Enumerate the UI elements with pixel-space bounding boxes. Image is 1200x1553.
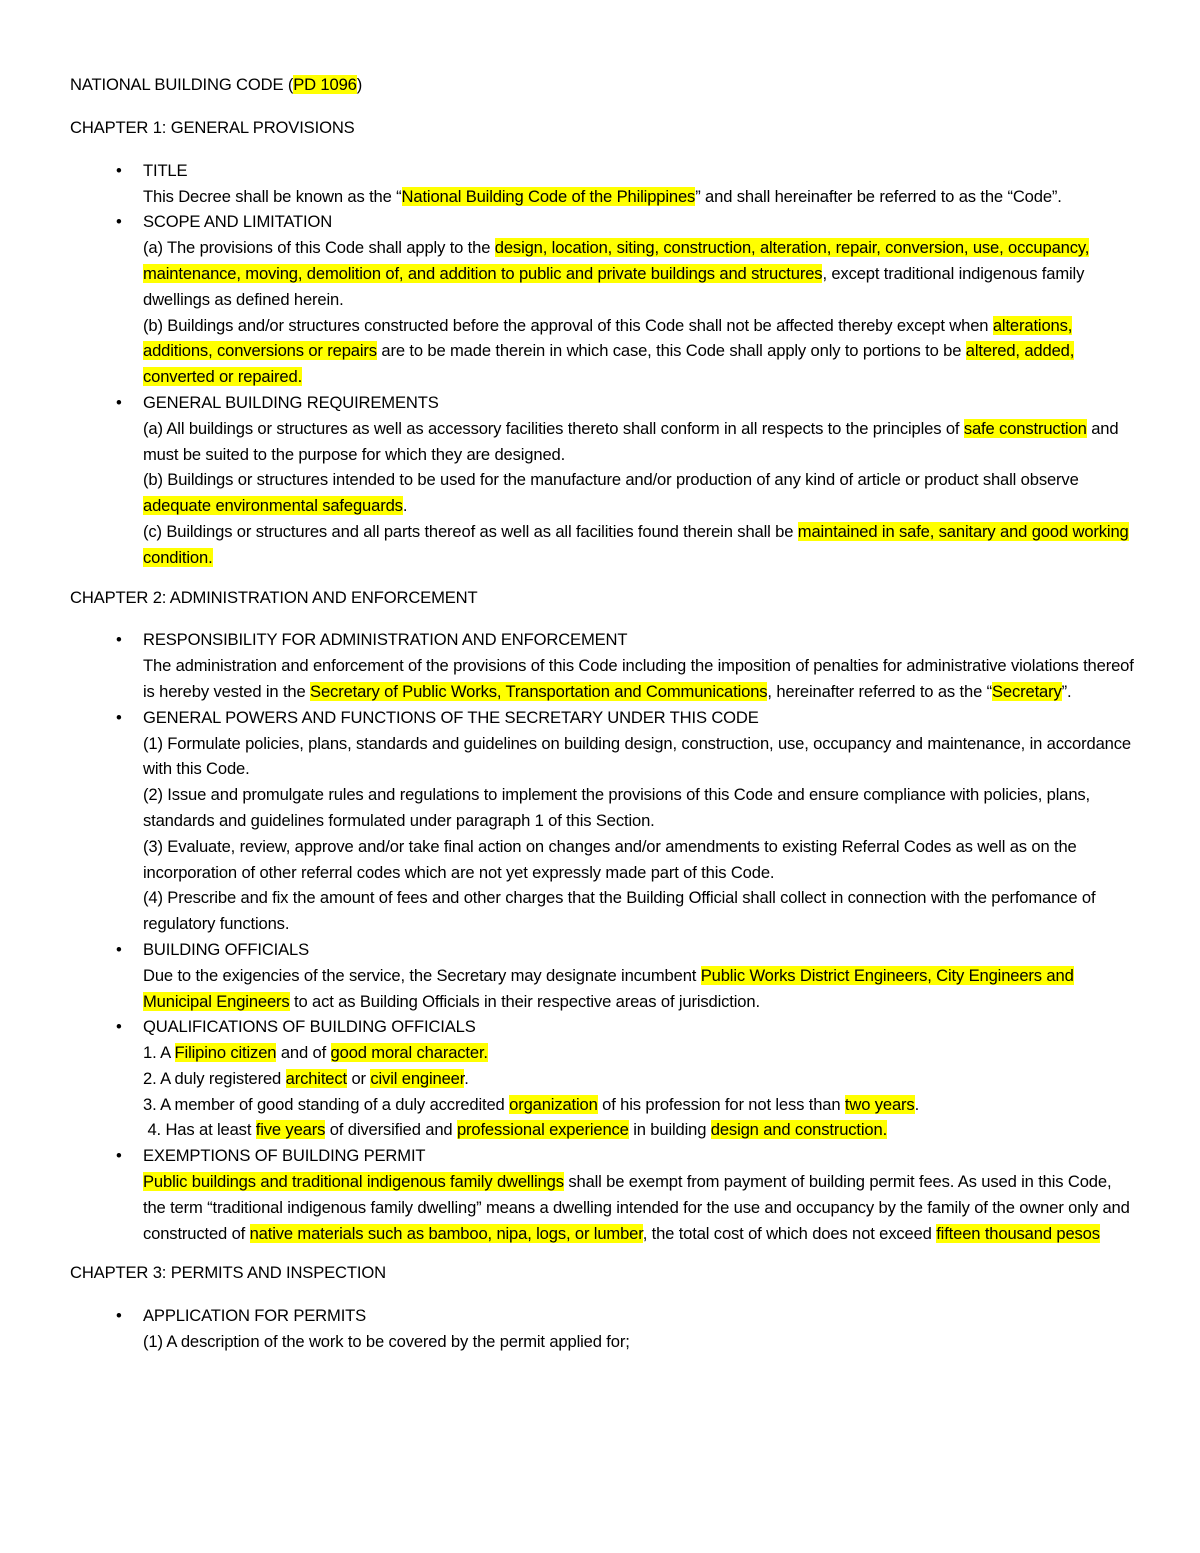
section-building-officials bbox=[116, 937, 1134, 1014]
bullet-icon: • bbox=[116, 392, 122, 412]
bullet-icon: • bbox=[116, 1146, 122, 1166]
highlight: safe construction bbox=[963, 418, 1087, 438]
section-title bbox=[116, 158, 1134, 210]
highlight: architect bbox=[285, 1068, 347, 1088]
section-paragraph: 3. A member of good standing of a duly accredited organization of his profession for not less than two years. bbox=[143, 1094, 920, 1114]
section-scope bbox=[116, 209, 1134, 390]
chapter-heading: CHAPTER 3: PERMITS AND INSPECTION bbox=[70, 1263, 386, 1283]
section-paragraph: (2) Issue and promulgate rules and regulations to implement the provisions of this Code and ensure compliance with policies, plans, standards and guidelines formulated under paragraph 1 of this Section. bbox=[143, 785, 1091, 830]
highlight: good moral character. bbox=[330, 1043, 488, 1063]
section-heading: SCOPE AND LIMITATION bbox=[143, 212, 333, 232]
highlight: Secretary bbox=[992, 681, 1062, 701]
section-paragraph: 2. A duly registered architect or civil engineer. bbox=[143, 1068, 469, 1088]
highlight: National Building Code of the Philippines bbox=[401, 186, 696, 206]
section-responsibility bbox=[116, 627, 1134, 704]
section-heading: TITLE bbox=[143, 160, 188, 180]
chapter-1-sections bbox=[70, 158, 1134, 571]
highlight: organization bbox=[509, 1094, 598, 1114]
document-title bbox=[70, 72, 1134, 98]
highlight: adequate environmental safeguards bbox=[143, 496, 403, 516]
section-paragraph: The administration and enforcement of the provisions of this Code including the imposition of penalties for administrative violations thereof is hereby vested in the Secretary of Public Works, Transportation and Communications, hereinafter referred to as the “Secretary”. bbox=[143, 656, 1134, 701]
highlight: two years bbox=[844, 1094, 915, 1114]
section-paragraph: (1) A description of the work to be covered by the permit applied for; bbox=[143, 1332, 630, 1352]
section-paragraph: (b) Buildings or structures intended to be used for the manufacture and/or production of any kind of article or product shall observe adequate environmental safeguards. bbox=[143, 470, 1079, 516]
bullet-icon: • bbox=[116, 1017, 122, 1037]
title-text-end: ) bbox=[356, 75, 363, 94]
highlight: Secretary of Public Works, Transportation and Communications bbox=[310, 681, 768, 701]
highlight: design, location, siting, construction, alteration, repair, conversion, use, occupancy, maintenance, moving, demolition of, and addition to public and private buildings and structures bbox=[143, 238, 1090, 283]
chapter-3-sections bbox=[70, 1303, 1134, 1355]
section-paragraph: 1. A Filipino citizen and of good moral character. bbox=[143, 1043, 488, 1063]
section-heading: QUALIFICATIONS OF BUILDING OFFICIALS bbox=[143, 1017, 476, 1037]
chapter-heading: CHAPTER 2: ADMINISTRATION AND ENFORCEMENT bbox=[70, 587, 478, 607]
highlight: civil engineer bbox=[370, 1068, 465, 1088]
title-text: NATIONAL BUILDING CODE ( bbox=[70, 75, 294, 94]
bullet-icon: • bbox=[116, 939, 122, 959]
section-paragraph: Public buildings and traditional indigenous family dwellings shall be exempt from payment of building permit fees. As used in this Code, the term “traditional indigenous family dwelling” means a dwelling intended for the use and occupancy by the family of the owner only and constructed of native materials such as bamboo, nipa, logs, or lumber, the total cost of which does not exceed fifteen thousand pesos bbox=[143, 1172, 1130, 1243]
document-page bbox=[70, 72, 1134, 1355]
section-exemptions bbox=[116, 1143, 1134, 1246]
section-heading: BUILDING OFFICIALS bbox=[143, 939, 310, 959]
bullet-icon: • bbox=[116, 707, 122, 727]
section-heading: APPLICATION FOR PERMITS bbox=[143, 1306, 367, 1326]
section-application bbox=[116, 1303, 1134, 1355]
highlight: Filipino citizen bbox=[174, 1043, 277, 1063]
section-paragraph: (4) Prescribe and fix the amount of fees and other charges that the Building Official shall collect in connection with the perfomance of regulatory functions. bbox=[143, 888, 1096, 934]
highlight: five years bbox=[255, 1120, 326, 1140]
highlight: maintained in safe, sanitary and good working condition. bbox=[143, 521, 1129, 567]
highlight: native materials such as bamboo, nipa, logs, or lumber bbox=[249, 1223, 643, 1243]
section-paragraph: (b) Buildings and/or structures constructed before the approval of this Code shall not be affected thereby except when alterations, additions, conversions or repairs are to be made therein in which case, this Code shall apply only to portions to be altered, added, converted or repaired. bbox=[143, 315, 1075, 387]
highlight: altered, added, converted or repaired. bbox=[143, 341, 1075, 387]
section-powers bbox=[116, 705, 1134, 937]
section-paragraph: (a) All buildings or structures as well as accessory facilities thereto shall conform in all respects to the principles of safe construction and must be suited to the purpose for which they are designed. bbox=[143, 418, 1119, 464]
bullet-icon: • bbox=[116, 212, 122, 232]
section-heading: EXEMPTIONS OF BUILDING PERMIT bbox=[143, 1146, 426, 1166]
section-paragraph: This Decree shall be known as the “National Building Code of the Philippines” and shall hereinafter be referred to as the “Code”. bbox=[143, 186, 1062, 206]
section-qualifications bbox=[116, 1014, 1134, 1143]
section-general-requirements bbox=[116, 390, 1134, 571]
highlight: fifteen thousand pesos bbox=[936, 1223, 1100, 1243]
highlight: alterations, additions, conversions or repairs bbox=[143, 315, 1073, 361]
section-heading: GENERAL POWERS AND FUNCTIONS OF THE SECRETARY UNDER THIS CODE bbox=[143, 707, 759, 727]
bullet-icon: • bbox=[116, 160, 122, 180]
section-paragraph: Due to the exigencies of the service, the Secretary may designate incumbent Public Works District Engineers, City Engineers and Municipal Engineers to act as Building Officials in their respective areas of jurisdiction. bbox=[143, 965, 1074, 1011]
highlight: design and construction. bbox=[710, 1120, 888, 1140]
chapter-heading: CHAPTER 1: GENERAL PROVISIONS bbox=[70, 118, 355, 137]
section-paragraph: (c) Buildings or structures and all parts thereof as well as all facilities found therein shall be maintained in safe, sanitary and good working condition. bbox=[143, 521, 1129, 567]
chapter-2-sections bbox=[70, 627, 1134, 1246]
highlight: professional experience bbox=[456, 1120, 629, 1140]
section-paragraph: (a) The provisions of this Code shall apply to the design, location, siting, construction, alteration, repair, conversion, use, occupancy, maintenance, moving, demolition of, and addition to public and private buildings and structures, except traditional indigenous family dwellings as defined herein. bbox=[143, 238, 1090, 309]
section-heading: GENERAL BUILDING REQUIREMENTS bbox=[143, 392, 439, 412]
bullet-icon: • bbox=[116, 630, 122, 650]
highlight: Public Works District Engineers, City Engineers and Municipal Engineers bbox=[143, 965, 1074, 1011]
title-highlight: PD 1096 bbox=[293, 75, 357, 94]
bullet-icon: • bbox=[116, 1306, 122, 1326]
section-heading: RESPONSIBILITY FOR ADMINISTRATION AND ENFORCEMENT bbox=[143, 630, 628, 650]
section-paragraph: (3) Evaluate, review, approve and/or take final action on changes and/or amendments to existing Referral Codes as well as on the incorporation of other referral codes which are not yet expressly made part of this Code. bbox=[143, 836, 1077, 882]
section-paragraph: 4. Has at least five years of diversified and professional experience in building design and construction. bbox=[143, 1120, 888, 1140]
highlight: Public buildings and traditional indigenous family dwellings bbox=[143, 1172, 564, 1192]
section-paragraph: (1) Formulate policies, plans, standards and guidelines on building design, construction, use, occupancy and maintenance, in accordance with this Code. bbox=[143, 733, 1131, 779]
